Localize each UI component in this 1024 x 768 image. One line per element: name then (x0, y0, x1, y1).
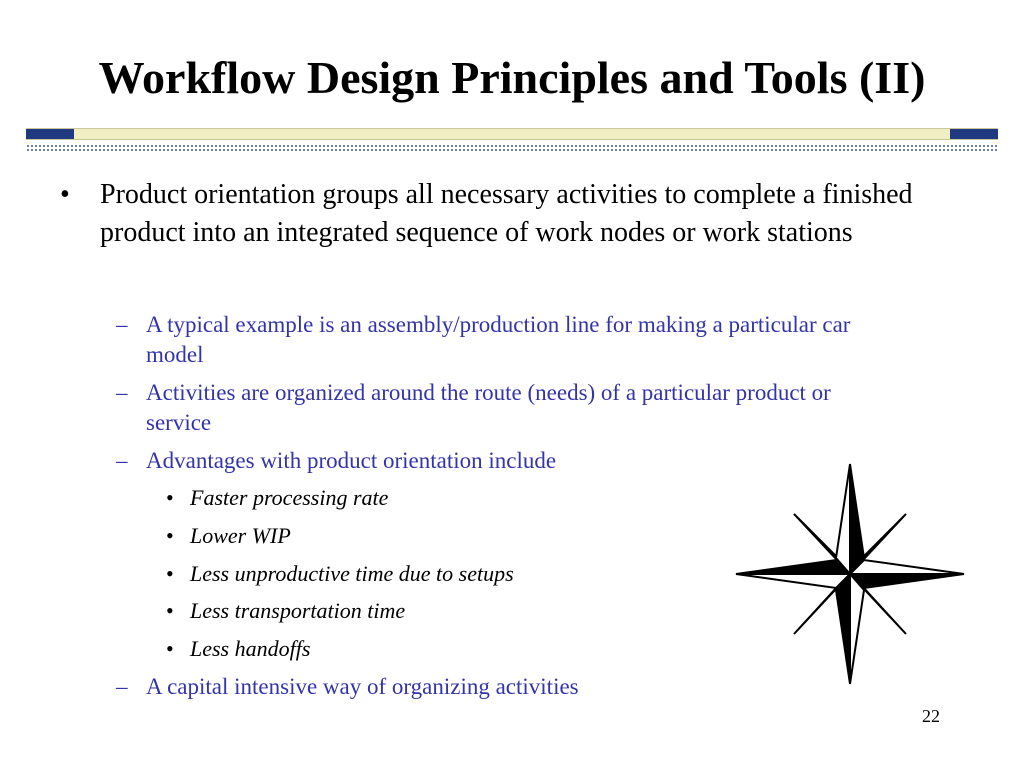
sub-point-1-text: A typical example is an assembly/production line for making a particular car model (146, 312, 851, 367)
advantage-item (166, 634, 790, 664)
bullet-marker: • (166, 598, 174, 623)
page-number: 22 (922, 706, 940, 726)
bullet-marker: • (166, 485, 174, 510)
advantage-item (166, 596, 790, 626)
compass-rose-icon (734, 462, 966, 686)
advantage-text: Lower WIP (190, 523, 291, 548)
sub-point-2 (116, 378, 886, 438)
sub-point-3-text: Advantages with product orientation include (146, 448, 557, 473)
divider-right-cap (950, 129, 998, 139)
advantage-text: Less handoffs (190, 636, 311, 661)
divider-left-cap (26, 129, 74, 139)
sub-point-2-text: Activities are organized around the route (needs) of a particular product or service (146, 380, 831, 435)
bullet-marker: • (166, 523, 174, 548)
advantage-text: Faster processing rate (190, 485, 389, 510)
bullet-marker: • (166, 561, 174, 586)
advantage-text: Less unproductive time due to setups (190, 561, 514, 586)
bullet-marker: • (166, 636, 174, 661)
title-divider-dotted-line (26, 144, 998, 153)
advantage-item (166, 559, 790, 589)
advantage-text: Less transportation time (190, 598, 406, 623)
bullet-marker: • (60, 179, 70, 210)
main-bullet (60, 176, 920, 252)
advantage-item (166, 521, 790, 551)
title-divider-band (26, 128, 998, 140)
final-point-text: A capital intensive way of organizing activities (146, 674, 579, 699)
dash-marker: – (116, 312, 128, 337)
dash-marker: – (116, 674, 128, 699)
dash-marker: – (116, 380, 128, 405)
sub-point-1 (116, 310, 886, 370)
dash-marker: – (116, 448, 128, 473)
slide-title: Workflow Design Principles and Tools (II) (98, 52, 926, 103)
advantage-item (166, 483, 790, 513)
main-bullet-text: Product orientation groups all necessary activities to complete a finished product into an integrated sequence of work nodes or work stations (100, 179, 913, 248)
